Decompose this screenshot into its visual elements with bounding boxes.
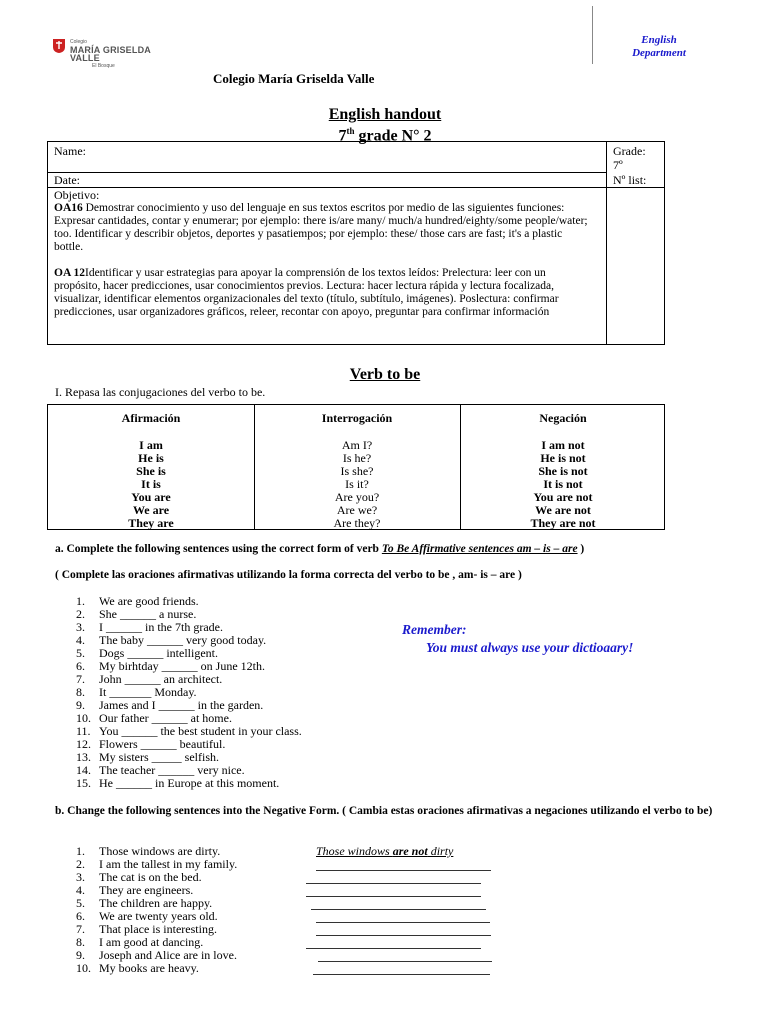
- interrogation-rows: [254, 439, 460, 530]
- example-answer-end: dirty: [427, 844, 454, 858]
- negation-rows: [460, 439, 666, 530]
- item-sentence: She ______ a nurse.: [99, 607, 197, 621]
- interrogation-form: Is she?: [340, 464, 374, 478]
- answer-line[interactable]: [306, 896, 481, 897]
- item-number: 6.: [76, 909, 85, 923]
- answer-line[interactable]: [316, 870, 491, 871]
- answer-line[interactable]: [313, 974, 490, 975]
- item-number: 15.: [76, 776, 91, 790]
- affirmation-column: [48, 405, 254, 530]
- department-label: [600, 34, 718, 60]
- exercise-a-instruction-text: a. Complete the following sentences using the correct form of verb: [55, 543, 382, 555]
- item-number: 8.: [76, 935, 85, 949]
- item-number: 9.: [76, 948, 85, 962]
- negation-column: [460, 405, 666, 530]
- logo-line1: Colegio: [70, 39, 87, 45]
- item-sentence: That place is interesting.: [99, 922, 217, 936]
- item-sentence: I am the tallest in my family.: [99, 857, 238, 871]
- grade-value: 7º: [613, 158, 623, 172]
- item-number: 1.: [76, 594, 85, 608]
- item-sentence: The teacher ______ very nice.: [99, 763, 245, 777]
- item-sentence: The children are happy.: [99, 896, 213, 910]
- oa12-text: Identificar y usar estrategias para apoyar la comprensión de los textos leídos: Prelectura: leer con un propósito, hacer predicciones, usar conocimientos previos. Lectura: hacer lectura rápida y lectura focalizada, visualizar, identificar elementos organizacionales del texto (título, subtítulo, imágenes). Poslectura: confirmar predicciones, usar organizadores gráficos, releer, recontar con apoyo, preguntar para confirmar información: [54, 267, 559, 318]
- item-number: 5.: [76, 896, 85, 910]
- exercise-a-instruction: [55, 543, 720, 556]
- verb-to-be-title: Verb to be: [349, 366, 421, 383]
- info-row-divider-2: [48, 187, 664, 188]
- example-answer-bold: are not: [392, 844, 428, 858]
- item-sentence: I am good at dancing.: [99, 935, 204, 949]
- item-sentence: He ______ in Europe at this moment.: [99, 776, 280, 790]
- oa16-code: OA16: [54, 202, 83, 214]
- affirmation-form: It is: [141, 477, 161, 491]
- negation-form: You are not: [533, 490, 593, 504]
- item-sentence: My birhtday ______ on June 12th.: [99, 659, 265, 673]
- interrogation-header: Interrogación: [321, 411, 393, 425]
- item-number: 12.: [76, 737, 91, 751]
- list-number-label: Nº list:: [613, 173, 647, 187]
- objective-oa16: [54, 202, 594, 254]
- interrogation-column: [254, 405, 460, 530]
- item-sentence: You ______ the best student in your class.: [99, 724, 302, 738]
- negation-form: He is not: [540, 451, 586, 465]
- school-crest-icon: [52, 38, 66, 54]
- exercise-item: [76, 962, 237, 975]
- item-sentence: James and I ______ in the garden.: [99, 698, 264, 712]
- item-number: 9.: [76, 698, 85, 712]
- item-number: 1.: [76, 844, 85, 858]
- affirmation-header: Afirmación: [121, 411, 181, 425]
- item-sentence: Flowers ______ beautiful.: [99, 737, 226, 751]
- department-line2: Department: [632, 47, 686, 59]
- item-sentence: John ______ an architect.: [99, 672, 223, 686]
- item-number: 3.: [76, 620, 85, 634]
- negation-form: It is not: [543, 477, 583, 491]
- oa16-text: Demostrar conocimiento y uso del lenguaje en sus textos escritos por medio de las siguientes funciones: Expresar cantidades, contar y enumerar; por ejemplo: there is/are many/ much/a hundred/eighty/some people/water; too. Identificar y describir objetos, deportes y pasatiempos; por ejemplo: these/ those cars are fast; it's a plastic bottle.: [54, 202, 588, 253]
- logo-line4: El Bosque: [92, 63, 115, 69]
- objective-label: Objetivo:: [54, 188, 100, 202]
- interrogation-form: Are we?: [336, 503, 378, 517]
- item-sentence: I ______ in the 7th grade.: [99, 620, 223, 634]
- logo-text: [70, 38, 151, 70]
- example-answer: [316, 844, 453, 859]
- item-number: 13.: [76, 750, 91, 764]
- header-divider: [592, 6, 593, 64]
- logo-line3: VALLE: [70, 53, 100, 63]
- item-sentence: Those windows are dirty.: [99, 844, 221, 858]
- affirmation-form: We are: [132, 503, 170, 517]
- item-sentence: The baby ______ very good today.: [99, 633, 267, 647]
- item-sentence: The cat is on the bed.: [99, 870, 202, 884]
- student-info-box: [47, 141, 665, 345]
- info-vertical-divider: [606, 142, 607, 344]
- item-sentence: My sisters _____ selfish.: [99, 750, 219, 764]
- interrogation-form: Am I?: [341, 438, 373, 452]
- answer-line[interactable]: [306, 948, 481, 949]
- remember-text: You must always use your dictioaary!: [426, 640, 634, 655]
- verb-intro: I. Repasa las conjugaciones del verbo to be.: [55, 385, 266, 399]
- logo-line2: MARÍA GRISELDA: [70, 45, 151, 55]
- name-label: Name:: [54, 144, 86, 158]
- exercise-a-instruction-end: ): [577, 543, 585, 555]
- remember-label: Remember:: [402, 622, 467, 637]
- negation-form: We are not: [535, 503, 591, 517]
- negation-form: I am not: [541, 438, 585, 452]
- item-sentence: My books are heavy.: [99, 961, 199, 975]
- answer-line[interactable]: [316, 922, 490, 923]
- affirmation-form: He is: [138, 451, 164, 465]
- exercise-item: [76, 777, 302, 790]
- grade-rest: grade N° 2: [354, 127, 432, 145]
- answer-line[interactable]: [306, 883, 481, 884]
- item-number: 7.: [76, 922, 85, 936]
- grade-suffix: th: [346, 126, 355, 136]
- item-number: 10.: [76, 961, 91, 975]
- negation-header: Negación: [539, 411, 587, 425]
- interrogation-form: Is it?: [345, 477, 369, 491]
- answer-line[interactable]: [318, 961, 492, 962]
- exercise-a-instruction-emphasis: To Be Affirmative sentences am – is – are: [381, 543, 578, 555]
- example-answer-start: Those windows: [316, 844, 393, 858]
- info-row-divider-1: [48, 172, 606, 173]
- school-name: Colegio María Griselda Valle: [213, 71, 375, 86]
- item-number: 7.: [76, 672, 85, 686]
- item-sentence: We are twenty years old.: [99, 909, 218, 923]
- negation-form: She is not: [538, 464, 588, 478]
- answer-line[interactable]: [311, 909, 486, 910]
- grade-number: 7: [338, 127, 347, 145]
- negation-form: They are not: [530, 516, 596, 530]
- conjugation-table: [47, 404, 665, 530]
- item-number: 6.: [76, 659, 85, 673]
- date-label: Date:: [54, 173, 80, 187]
- department-line1: English: [641, 34, 677, 46]
- answer-line[interactable]: [316, 935, 491, 936]
- affirmation-form: You are: [131, 490, 171, 504]
- interrogation-form: Is he?: [342, 451, 372, 465]
- item-sentence: We are good friends.: [99, 594, 199, 608]
- handout-title: English handout: [328, 106, 442, 123]
- item-sentence: They are engineers.: [99, 883, 194, 897]
- item-number: 4.: [76, 633, 85, 647]
- grade-label: Grade:: [613, 144, 646, 158]
- interrogation-form: Are they?: [333, 516, 381, 530]
- exercise-b-instruction: b. Change the following sentences into the Negative Form. ( Cambia estas oraciones afirmativas a negaciones utilizando el verbo to be): [55, 805, 713, 817]
- affirmation-rows: [48, 439, 254, 530]
- item-number: 4.: [76, 883, 85, 897]
- item-number: 11.: [76, 724, 91, 738]
- item-sentence: Our father ______ at home.: [99, 711, 232, 725]
- item-number: 5.: [76, 646, 85, 660]
- item-sentence: It _______ Monday.: [99, 685, 197, 699]
- item-number: 3.: [76, 870, 85, 884]
- item-number: 2.: [76, 857, 85, 871]
- affirmation-form: She is: [136, 464, 166, 478]
- item-number: 2.: [76, 607, 85, 621]
- exercise-a-list: [76, 595, 302, 790]
- item-number: 8.: [76, 685, 85, 699]
- item-sentence: Joseph and Alice are in love.: [99, 948, 237, 962]
- exercise-a-instruction-es: ( Complete las oraciones afirmativas utilizando la forma correcta del verbo to be , am- is – are ): [55, 569, 522, 581]
- objective-oa12: [54, 267, 594, 319]
- item-number: 14.: [76, 763, 91, 777]
- affirmation-form: I am: [139, 438, 163, 452]
- exercise-b-list: [76, 845, 237, 975]
- item-sentence: Dogs ______ intelligent.: [99, 646, 218, 660]
- interrogation-form: Are you?: [334, 490, 380, 504]
- item-number: 10.: [76, 711, 91, 725]
- school-logo: [52, 38, 151, 70]
- oa12-code: OA 12: [54, 267, 85, 279]
- affirmation-form: They are: [128, 516, 174, 530]
